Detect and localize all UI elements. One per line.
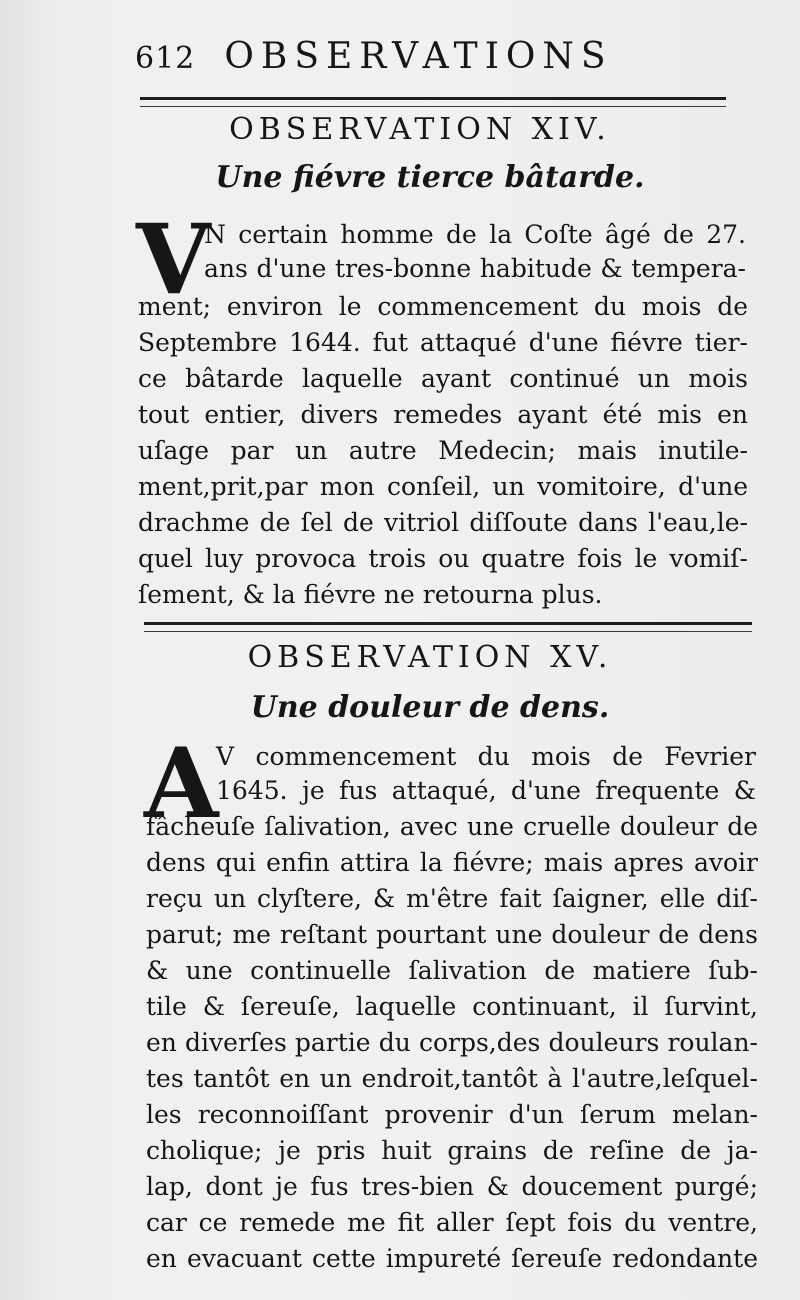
- text-line: drachme de ſel de vitriol diſſoute dans l'eau,le-: [138, 508, 748, 537]
- observation-14-subtitle: Une fiévre tierce bâtarde.: [215, 160, 645, 195]
- text-line: V commencement du mois de Fevrier: [216, 742, 756, 771]
- text-line: lap, dont je fus tres-bien & doucement purgé;: [146, 1172, 758, 1201]
- text-line: tout entier, divers remedes ayant été mis en: [138, 400, 748, 429]
- text-line: en diverſes partie du corps,des douleurs roulan-: [146, 1028, 758, 1057]
- text-line: Septembre 1644. fut attaqué d'une fiévre tier-: [138, 328, 748, 357]
- text-line: ment,prit,par mon conſeil, un vomitoire, d'une: [138, 472, 748, 501]
- text-line: quel luy provoca trois ou quatre fois le vomiſ-: [138, 544, 748, 573]
- text-line: tile & ſereuſe, laquelle continuant, il ſurvint,: [146, 992, 758, 1021]
- text-line: reçu un clyſtere, & m'être fait ſaigner, elle diſ-: [146, 884, 758, 913]
- text-line: en evacuant cette impureté ſereuſe redondante: [146, 1244, 758, 1273]
- text-line: tes tantôt en un endroit,tantôt à l'autre,leſquel-: [146, 1064, 758, 1093]
- observation-15-subtitle: Une douleur de dens.: [250, 690, 610, 725]
- text-line: cholique; je pris huit grains de reſine de ja-: [146, 1136, 758, 1165]
- ornamental-rule: [144, 622, 752, 632]
- running-title: OBSERVATIONS: [224, 36, 613, 77]
- text-line: parut; me reſtant pourtant une douleur de dens: [146, 920, 758, 949]
- running-head: [135, 36, 655, 86]
- text-line: ans d'une tres-bonne habitude & tempera-: [204, 254, 746, 283]
- observation-15-heading: OBSERVATION XV.: [247, 640, 613, 675]
- ornamental-rule: [140, 97, 726, 107]
- page-number: 612: [135, 41, 196, 76]
- text-line: dens qui enfin attira la fiévre; mais apres avoir: [146, 848, 758, 877]
- text-line: les reconnoiſſant provenir d'un ſerum melan-: [146, 1100, 758, 1129]
- drop-cap-initial: V: [136, 203, 211, 316]
- text-line: 1645. je fus attaqué, d'une frequente &: [216, 776, 756, 805]
- text-line: N certain homme de la Coſte âgé de 27.: [204, 220, 746, 249]
- text-line: ce bâtarde laquelle ayant continué un mois: [138, 364, 748, 393]
- text-line: ment; environ le commencement du mois de: [138, 292, 748, 321]
- text-line: car ce remede me fit aller ſept fois du ventre,: [146, 1208, 758, 1237]
- text-line: fâcheuſe ſalivation, avec une cruelle douleur de: [146, 812, 758, 841]
- text-line: uſage par un autre Medecin; mais inutile-: [138, 436, 748, 465]
- text-line: ſement, & la fiévre ne retourna plus.: [138, 580, 603, 609]
- drop-cap-initial: A: [144, 727, 219, 840]
- observation-14-heading: OBSERVATION XIV.: [229, 112, 611, 147]
- text-line: & une continuelle ſalivation de matiere ſub-: [146, 956, 758, 985]
